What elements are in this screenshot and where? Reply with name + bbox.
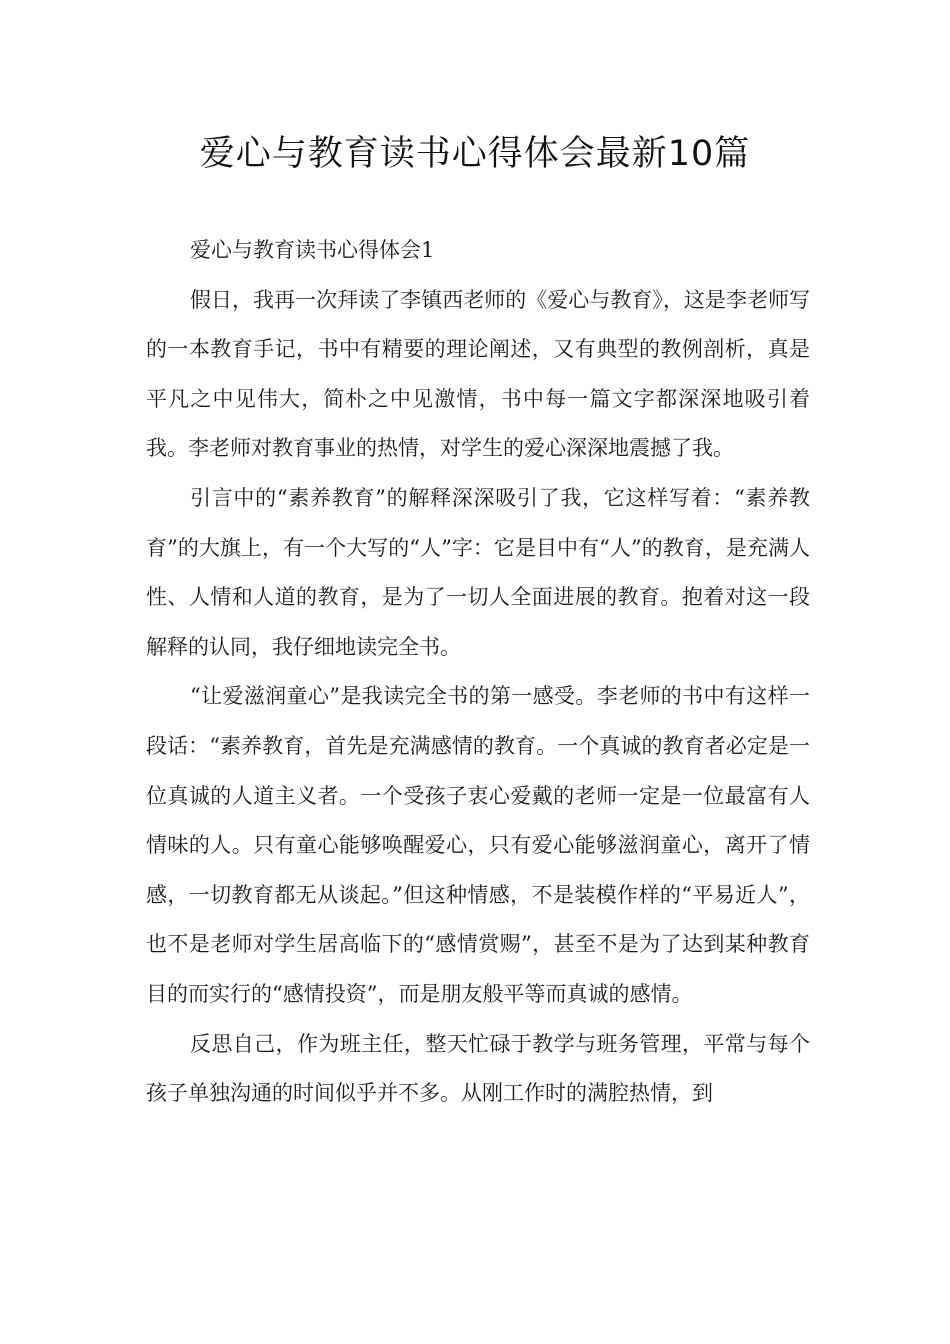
document-body <box>146 226 810 1119</box>
paragraph: 反思自己，作为班主任，整天忙碌于教学与班务管理，平常与每个孩子单独沟通的时间似乎并不多。从刚工作时的满腔热情，到 <box>146 1031 810 1106</box>
paragraph: 引言中的“素养教育”的解释深深吸引了我，它这样写着：“素养教育”的大旗上，有一个大写的“人”字：它是目中有“人”的教育，是充满人性、人情和人道的教育，是为了一切人全面进展的教育。抱着对这一段解释的认同，我仔细地读完全书。 <box>146 485 810 659</box>
document-title: 爱心与教育读书心得体会最新10篇 <box>199 134 751 174</box>
paragraph: “让爱滋润童心”是我读完全书的第一感受。李老师的书中有这样一段话：“素养教育，首先是充满感情的教育。一个真诚的教育者必定是一位真诚的人道主义者。一个受孩子衷心爱戴的老师一定是一位最富有人情味的人。只有童心能够唤醒爱心，只有爱心能够滋润童心，离开了情感，一切教育都无从谈起。”但这种情感，不是装模作样的“平易近人”，也不是老师对学生居高临下的“感情赏赐”，甚至不是为了达到某种教育目的而实行的“感情投资”，而是朋友般平等而真诚的感情。 <box>146 684 810 1006</box>
section-heading: 爱心与教育读书心得体会1 <box>190 238 435 262</box>
paragraph: 假日，我再一次拜读了李镇西老师的《爱心与教育》，这是李老师写的一本教育手记，书中有精要的理论阐述，又有典型的教例剖析，真是平凡之中见伟大，简朴之中见激情，书中每一篇文字都深深地吸引着我。李老师对教育事业的热情，对学生的爱心深深地震撼了我。 <box>146 287 810 461</box>
